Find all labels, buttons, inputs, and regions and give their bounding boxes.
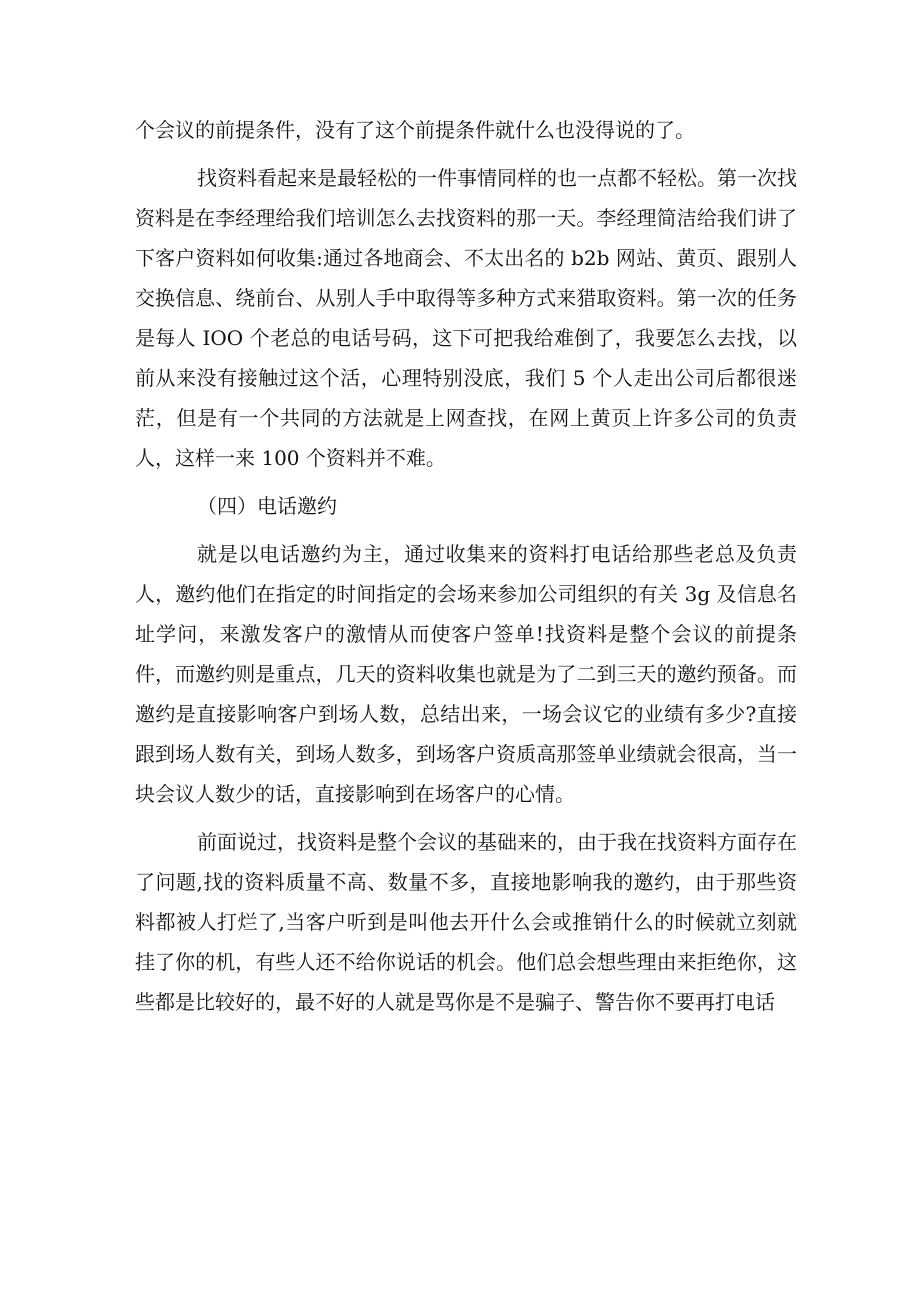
paragraph-continuation: 个会议的前提条件，没有了这个前提条件就什么也没得说的了。	[135, 118, 695, 142]
section-heading-phone-invitation: （四）电话邀约	[197, 494, 337, 518]
paragraph-problems: 前面说过，找资料是整个会议的基础来的，由于我在找资料方面存在了问题,找的资料质量不高、数量不多，直接地影响我的邀约，由于那些资料都被人打烂了,当客户听到是叫他去开什么会或推销什么的时候就立刻就挂了你的机，有些人还不给你说话的机会。他们总会想些理由来拒绝你，这些都是比较好的，最不好的人就是骂你是不是骗子、警告你不要再打电话	[135, 830, 797, 1014]
document-body	[135, 110, 797, 1030]
paragraph-phone-invitation: 就是以电话邀约为主，通过收集来的资料打电话给那些老总及负责人，邀约他们在指定的时间指定的会场来参加公司组织的有关 3g 及信息名址学问，来激发客户的激情从而使客户签单!找资料是整个会议的前提条件，而邀约则是重点，几天的资料收集也就是为了二到三天的邀约预备。而邀约是直接影响客户到场人数，总结出来，一场会议它的业绩有多少?直接跟到场人数有关，到场人数多，到场客户资质高那签单业绩就会很高，当一块会议人数少的话，直接影响到在场客户的心情。	[135, 542, 797, 806]
paragraph-finding-data: 找资料看起来是最轻松的一件事情同样的也一点都不轻松。第一次找资料是在李经理给我们培训怎么去找资料的那一天。李经理简洁给我们讲了下客户资料如何收集:通过各地商会、不太出名的 b2b 网站、黄页、跟别人交换信息、绕前台、从别人手中取得等多种方式来猎取资料。第一次的任务是每人 IOO 个老总的电话号码，这下可把我给难倒了，我要怎么去找，以前从来没有接触过这个活，心理特别没底，我们 5 个人走出公司后都很迷茫，但是有一个共同的方法就是上网查找，在网上黄页上许多公司的负责人，这样一来 100 个资料并不难。	[135, 166, 797, 470]
